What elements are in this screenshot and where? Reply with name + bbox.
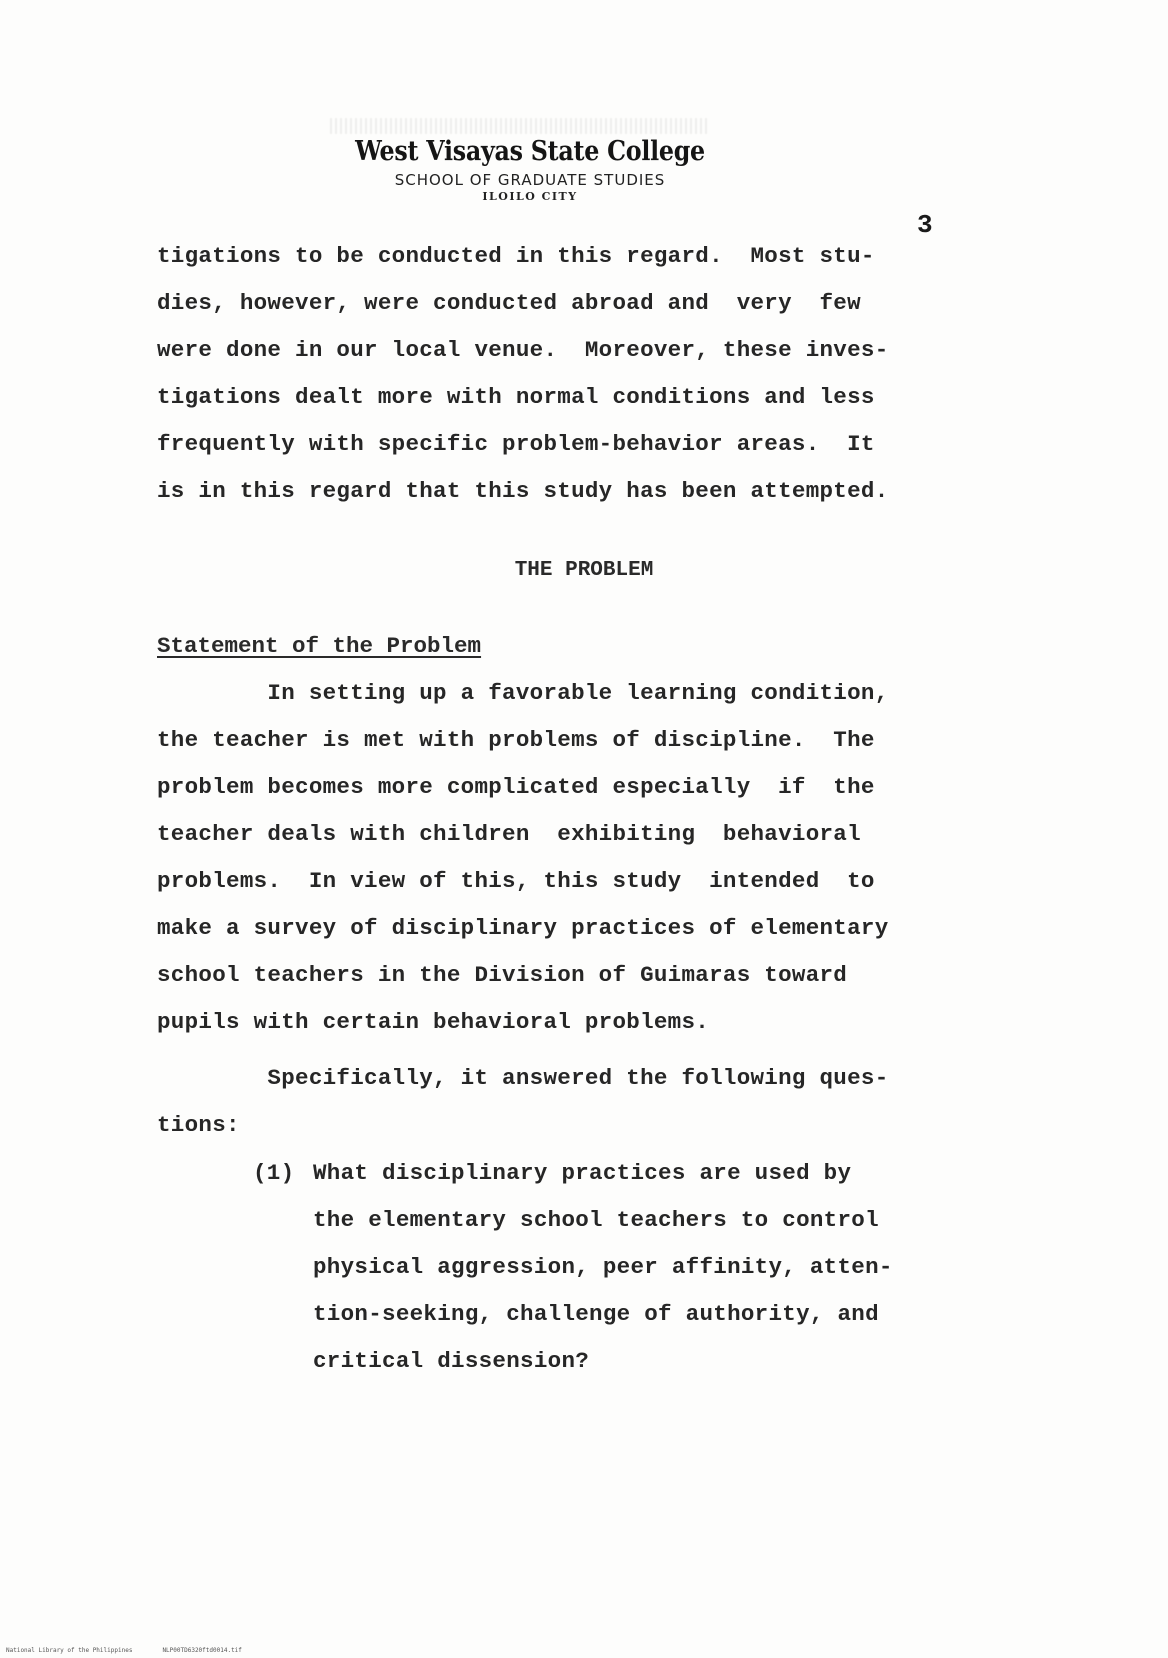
intro-line: tigations dealt more with normal conditions and less xyxy=(157,384,875,410)
subsection-heading: Statement of the Problem xyxy=(157,633,482,659)
letterhead xyxy=(320,136,740,204)
intro-line: is in this regard that this study has been attempted. xyxy=(157,478,889,504)
city-name: ILOILO CITY xyxy=(482,190,578,203)
question-line: critical dissension? xyxy=(313,1348,590,1374)
problem-line: make a survey of disciplinary practices of elementary xyxy=(157,915,889,941)
specific-line: tions: xyxy=(157,1112,240,1138)
intro-line: dies, however, were conducted abroad and very few xyxy=(157,290,861,316)
problem-line: problems. In view of this, this study intended to xyxy=(157,868,875,894)
question-line: physical aggression, peer affinity, atten- xyxy=(313,1254,893,1280)
question-line: tion-seeking, challenge of authority, and xyxy=(313,1301,879,1327)
specific-line: Specifically, it answered the following ques- xyxy=(157,1065,889,1091)
intro-line: tigations to be conducted in this regard. Most stu- xyxy=(157,243,875,269)
problem-line: the teacher is met with problems of discipline. The xyxy=(157,727,875,753)
college-name: West Visayas State College xyxy=(355,136,705,167)
school-name: SCHOOL OF GRADUATE STUDIES xyxy=(394,171,666,189)
question-line: the elementary school teachers to control xyxy=(313,1207,879,1233)
problem-line: pupils with certain behavioral problems. xyxy=(157,1009,710,1035)
question-line: What disciplinary practices are used by xyxy=(313,1160,852,1186)
problem-line: problem becomes more complicated especially if the xyxy=(157,774,875,800)
problem-line: teacher deals with children exhibiting behavioral xyxy=(157,821,861,847)
problem-line: In setting up a favorable learning condition, xyxy=(157,680,889,706)
problem-line: school teachers in the Division of Guimaras toward xyxy=(157,962,848,988)
scan-smudge xyxy=(330,118,710,134)
footer-file: NLP00TD6320ftd0014.tif xyxy=(162,1647,242,1654)
intro-line: were done in our local venue. Moreover, these inves- xyxy=(157,337,889,363)
question-marker: (1) xyxy=(253,1160,295,1186)
footer-library: National Library of the Philippines xyxy=(6,1647,133,1654)
intro-line: frequently with specific problem-behavior areas. It xyxy=(157,431,875,457)
section-heading: THE PROBLEM xyxy=(514,559,654,582)
page-number: 3 xyxy=(917,210,933,240)
scan-footer xyxy=(6,1647,242,1654)
